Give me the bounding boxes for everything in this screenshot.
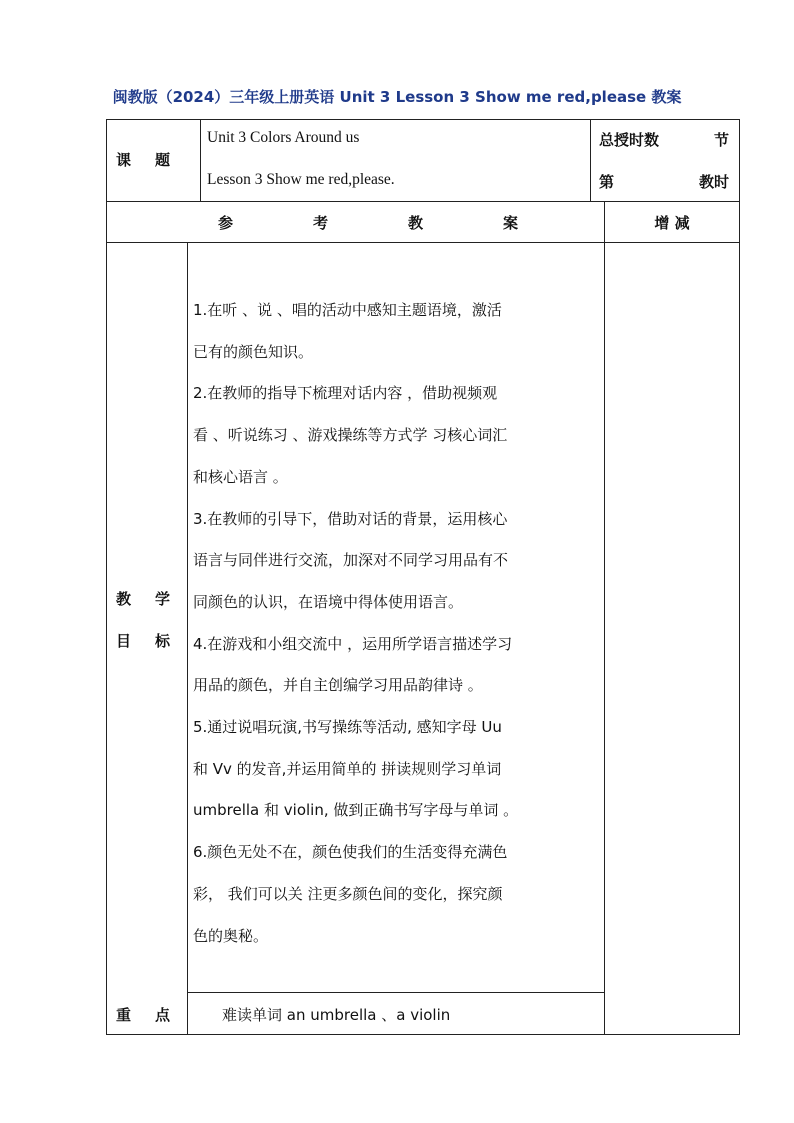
- lesson-title: Lesson 3 Show me red,please.: [207, 171, 395, 188]
- objective-line: 已有的颜色知识。: [193, 342, 314, 361]
- document-title: 闽教版（2024）三年级上册英语 Unit 3 Lesson 3 Show me red,please 教案: [112, 88, 682, 106]
- objective-line: 和核心语言 。: [193, 467, 288, 486]
- total-hours-label: 总授时数 节: [599, 131, 729, 149]
- objective-line: 看 、听说练习 、游戏操练等方式学 习核心词汇: [193, 426, 508, 445]
- objective-line: 彩， 我们可以关 注更多颜色间的变化，探究颜: [193, 884, 503, 903]
- key-points-content: 难读单词 an umbrella 、a violin: [222, 1006, 451, 1024]
- objective-line: 色的奥秘。: [193, 926, 269, 945]
- objective-line: 4.在游戏和小组交流中 ，运用所学语言描述学习: [193, 634, 513, 653]
- objective-line: 和 Vv 的发音,并运用简单的 拼读规则学习单词: [193, 759, 502, 778]
- objectives-text: [193, 290, 599, 957]
- objective-line: 用品的颜色，并自主创编学习用品韵律诗 。: [193, 676, 483, 695]
- reference-plan-label: 参 考 教 案: [218, 214, 518, 232]
- objective-line: 语言与同伴进行交流，加深对不同学习用品有不: [193, 551, 509, 570]
- objective-line: 2.在教师的指导下梳理对话内容 ，借助视频观: [193, 384, 498, 403]
- key-points-label: 重 点: [116, 1006, 170, 1024]
- objective-line: umbrella 和 violin, 做到正确书写字母与单词 。: [193, 801, 519, 820]
- objectives-label-line1: 教 学: [116, 590, 170, 608]
- objective-line: 同颜色的认识，在语境中得体使用语言。: [193, 592, 464, 611]
- objective-line: 5.通过说唱玩演,书写操练等活动, 感知字母 Uu: [193, 718, 502, 737]
- objective-line: 6.颜色无处不在，颜色使我们的生活变得充满色: [193, 843, 508, 862]
- objectives-label-line2: 目 标: [116, 632, 170, 650]
- lesson-number-label: 第 教时: [599, 173, 729, 191]
- objective-line: 3.在教师的引导下，借助对话的背景，运用核心: [193, 509, 508, 528]
- topic-label: 课 题: [116, 151, 170, 169]
- increase-decrease-label: 增 减: [654, 214, 690, 232]
- unit-title: Unit 3 Colors Around us: [207, 129, 360, 146]
- objective-line: 1.在听 、说 、唱的活动中感知主题语境，激活: [193, 301, 502, 319]
